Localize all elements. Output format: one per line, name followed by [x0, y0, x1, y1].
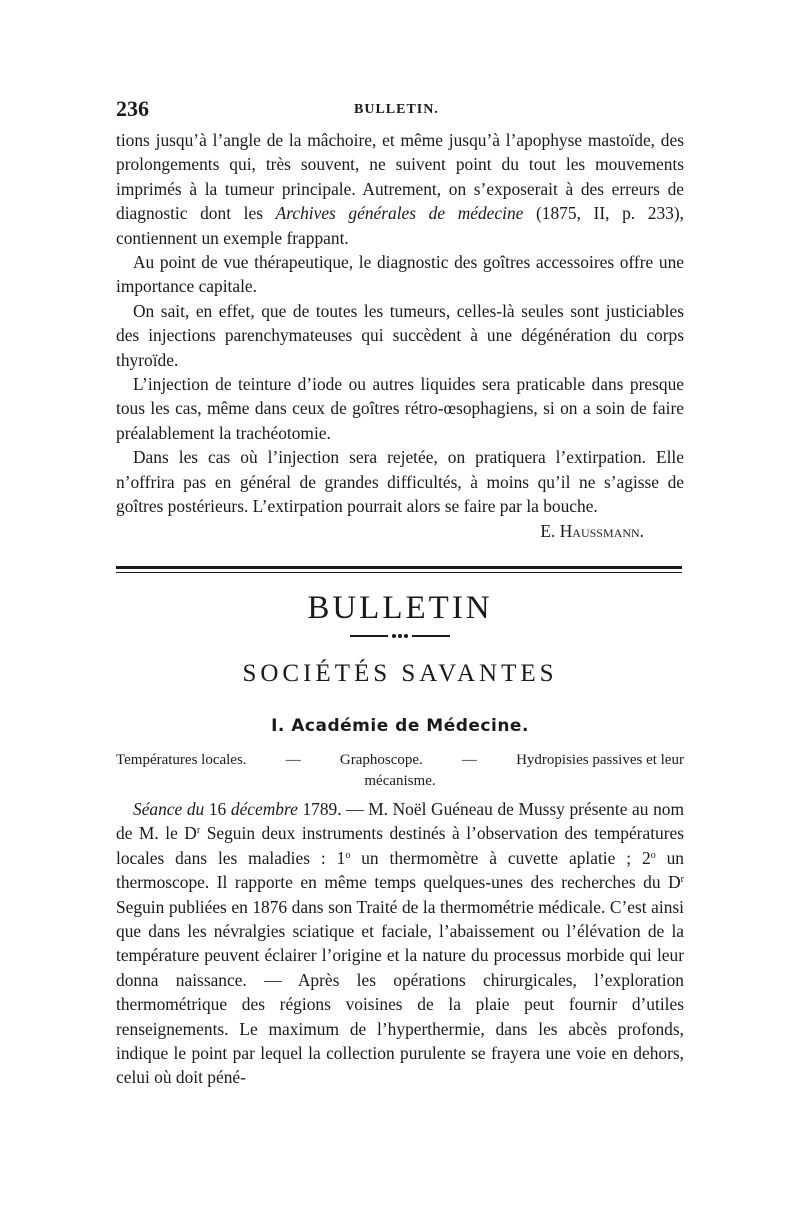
paragraph-2: Au point de vue thérapeutique, le diagnostic des goîtres accessoires offre une importance capitale.: [116, 252, 684, 297]
paragraph-5: Dans les cas où l’injection sera rejetée, on pratiquera l’extirpation. Elle n’offrira pas en général de grandes difficultés, à moins qu’il ne s’agisse de goîtres postérieurs. L’extirpation pourrait alors se faire par la bouche.: [116, 447, 684, 517]
article-continuation: [116, 128, 684, 543]
seance-paragraph: Séance du 16 décembre 1789. — M. Noël Guéneau de Mussy présente au nom de M. le $D^r$ Seguin deux instruments destinés à l’observation des températures locales dans les maladies : 1$^o$ un thermomètre à cuvette aplatie ; 2$^o$ un thermoscope. Il rapporte en même temps quelques-unes des recherches du $D^r$ Seguin publiées en 1876 dans son Traité de la thermométrie médicale. C’est ainsi que dans les névralgies sciatique et faciale, l’abaissement ou l’élévation de la température peuvent éclairer l’origine et la nature du processus morbide qui leur donna naissance. — Après les opérations chirurgicales, l’exploration thermométrique des régions voisines de la plaie peut fournir d’utiles renseignements. Le maximum de l’hyperthermie, dans les abcès profonds, indique le point par lequel la collection purulente se frayera une voie en dehors, celui où doit péné-: [116, 799, 684, 1088]
signature-line: [116, 519, 684, 543]
section-divider-thin: [116, 572, 682, 573]
page-number: 236: [116, 96, 149, 121]
journal-title: Archives générales de médecine: [275, 203, 524, 224]
section-divider-thick: [116, 566, 682, 569]
author-signature: E. Haussmann.: [540, 520, 644, 541]
ornament-divider: [350, 634, 450, 638]
running-head: BULLETIN.: [354, 102, 439, 117]
societes-savantes-heading: SOCIÉTÉS SAVANTES: [242, 660, 558, 687]
page-header: [116, 96, 684, 120]
session-summary: Températures locales. — Graphoscope. — Hydropisies passives et leur mécanisme.: [116, 752, 684, 789]
seance-report: [116, 797, 684, 1090]
paragraph-1: tions jusqu’à l’angle de la mâchoire, et même jusqu’à l’apophyse mastoïde, des prolongements qui, très souvent, ne suivent point du tout les mouvements imprimés à la tumeur principale. Autrement, on s’exposerait à des erreurs de diagnostic dont les Archives générales de médecine (1875, II, p. 233), contiennent un exemple frappant.: [116, 130, 685, 248]
paragraph-4: L’injection de teinture d’iode ou autres liquides sera praticable dans presque tous les cas, même dans ceux de goîtres rétro-œsophagiens, si on a soin de faire préalablement la trachéotomie.: [116, 374, 684, 443]
seance-date-prefix: Séance du: [133, 799, 205, 819]
bulletin-title: BULLETIN: [307, 590, 493, 626]
paragraph-3: On sait, en effet, que de toutes les tumeurs, celles-là seules sont justiciables des injections parenchymateuses qui succèdent à une dégénération du corps thyroïde.: [116, 300, 684, 370]
academie-heading: I. Académie de Médecine.: [271, 716, 529, 736]
